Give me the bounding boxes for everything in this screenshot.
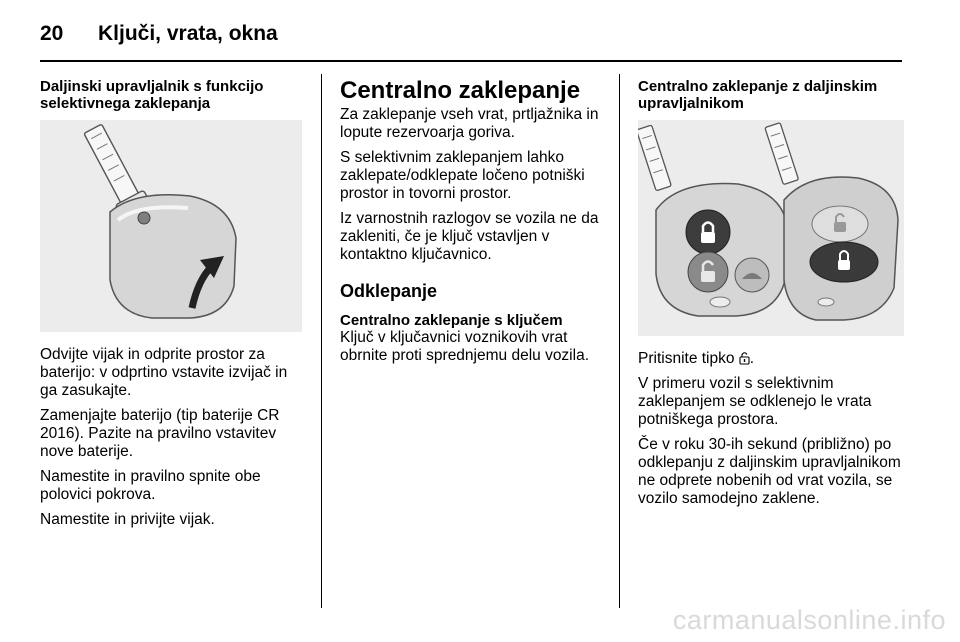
watermark: carmanualsonline.info xyxy=(672,605,946,635)
column-divider-1 xyxy=(321,74,322,608)
key-locking-heading: Centralno zaklepanje s ključem xyxy=(340,312,563,329)
page-title: Ključi, vrata, okna xyxy=(98,22,278,45)
col1-paragraph-3: Namestite in pravilno spnite obe polovici pokrova. xyxy=(40,468,261,503)
key-fob-battery-illustration xyxy=(40,120,302,332)
column-left xyxy=(40,78,302,536)
section-title: Centralno zaklepanje xyxy=(340,77,581,104)
col2-key-paragraph: Ključ v ključavnici voznikovih vrat obrnite proti sprednjemu delu vozila. xyxy=(340,329,589,364)
col1-paragraph-4: Namestite in privijte vijak. xyxy=(40,511,215,528)
col3-paragraph-2: Če v roku 30-ih sekund (približno) po odklepanju z daljinskim upravljalnikom ne odprete nobenih od vrat vozila, se vozilo samodejno zaklene. xyxy=(638,436,901,507)
remote-locking-heading: Centralno zaklepanje z daljinskim upravljalnikom xyxy=(638,78,878,112)
col2-paragraph-3: Iz varnostnih razlogov se vozila ne da zakleniti, če je ključ vstavljen v kontaktno ključavnico. xyxy=(340,210,599,263)
remote-keys-illustration xyxy=(638,120,904,336)
col1-paragraph-2: Zamenjajte baterijo (tip baterije CR 2016). Pazite na pravilno vstavitev nove baterije. xyxy=(40,407,280,460)
page-number: 20 xyxy=(40,22,64,45)
press-button-line xyxy=(638,350,904,368)
remote-heading: Daljinski upravljalnik s funkcijo selektivnega zaklepanja xyxy=(40,78,264,112)
column-divider-2 xyxy=(619,74,620,608)
press-text: Pritisnite tipko xyxy=(638,350,735,367)
col1-paragraph-1: Odvijte vijak in odprite prostor za baterijo: v odprtino vstavite izvijač in ga zasukajte. xyxy=(40,346,288,399)
column-right xyxy=(638,78,904,515)
column-middle xyxy=(340,78,604,372)
unlock-icon xyxy=(739,351,750,365)
unlocking-heading: Odklepanje xyxy=(340,281,438,301)
press-text-end: . xyxy=(749,350,755,367)
col3-paragraph-1: V primeru vozil s selektivnim zaklepanjem se odklenejo le vrata potniškega prostora. xyxy=(638,375,872,428)
header-rule xyxy=(40,60,902,62)
col2-paragraph-2: S selektivnim zaklepanjem lahko zaklepate/odklepate ločeno potniški prostor in tovorni prostor. xyxy=(340,149,585,202)
col2-paragraph-1: Za zaklepanje vseh vrat, prtljažnika in lopute rezervoarja goriva. xyxy=(340,106,599,141)
